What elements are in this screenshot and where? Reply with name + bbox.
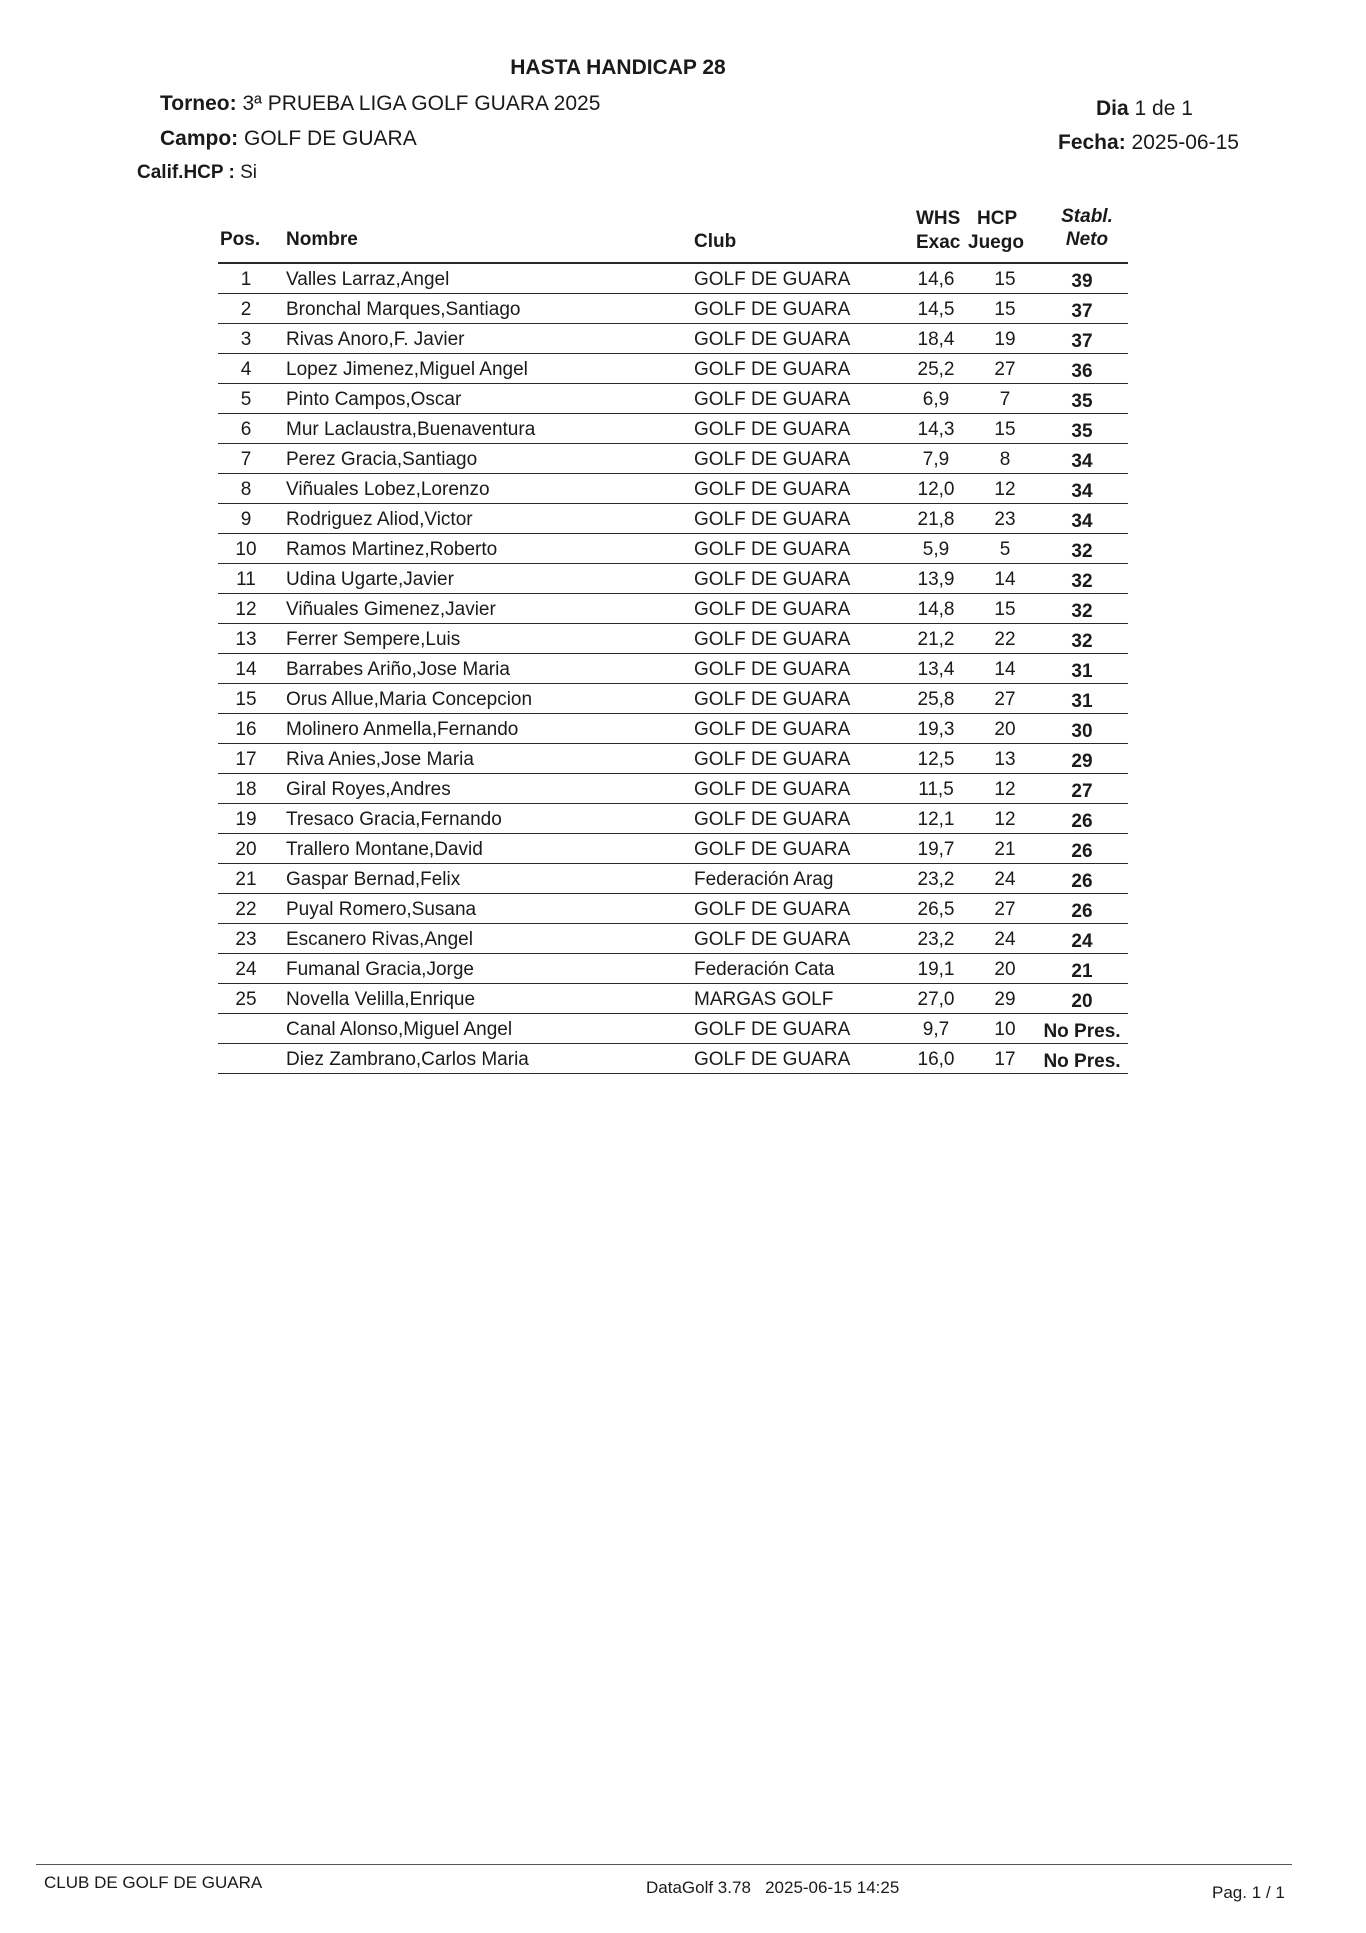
row-nombre: Udina Ugarte,Javier <box>286 569 454 590</box>
row-club: GOLF DE GUARA <box>694 719 851 740</box>
row-nombre: Viñuales Lobez,Lorenzo <box>286 479 490 500</box>
row-whs-exac: 26,5 <box>917 899 955 920</box>
row-hcp-juego: 27 <box>994 689 1016 710</box>
row-nombre: Trallero Montane,David <box>286 839 483 860</box>
table-body <box>218 264 1128 1074</box>
row-hcp-juego: 10 <box>994 1019 1016 1040</box>
row-pos: 22 <box>235 899 257 920</box>
row-whs-exac: 7,9 <box>922 449 950 470</box>
table-row <box>218 864 1128 894</box>
column-header-stabl: Stabl. <box>1061 206 1113 227</box>
row-hcp-juego: 20 <box>994 719 1016 740</box>
row-stabl-neto: 34 <box>1071 511 1093 532</box>
row-stabl-neto: 32 <box>1071 571 1093 592</box>
row-pos: 2 <box>240 299 252 320</box>
row-club: GOLF DE GUARA <box>694 569 851 590</box>
row-stabl-neto: 26 <box>1071 841 1093 862</box>
row-club: GOLF DE GUARA <box>694 779 851 800</box>
table-row <box>218 294 1128 324</box>
row-club: GOLF DE GUARA <box>694 509 851 530</box>
row-hcp-juego: 12 <box>994 479 1016 500</box>
table-row <box>218 984 1128 1014</box>
row-pos: 7 <box>240 449 252 470</box>
row-whs-exac: 5,9 <box>922 539 950 560</box>
campo-value: GOLF DE GUARA <box>244 127 417 150</box>
row-nombre: Pinto Campos,Oscar <box>286 389 462 410</box>
row-nombre: Riva Anies,Jose Maria <box>286 749 474 770</box>
row-stabl-neto: 31 <box>1071 691 1093 712</box>
row-whs-exac: 14,5 <box>917 299 955 320</box>
table-row <box>218 684 1128 714</box>
row-nombre: Fumanal Gracia,Jorge <box>286 959 474 980</box>
row-stabl-neto: 34 <box>1071 481 1093 502</box>
row-whs-exac: 12,0 <box>917 479 955 500</box>
row-stabl-neto: 39 <box>1071 271 1093 292</box>
row-hcp-juego: 15 <box>994 419 1016 440</box>
row-stabl-neto: 27 <box>1071 781 1093 802</box>
row-club: GOLF DE GUARA <box>694 389 851 410</box>
row-hcp-juego: 20 <box>994 959 1016 980</box>
row-club: GOLF DE GUARA <box>694 329 851 350</box>
row-club: GOLF DE GUARA <box>694 479 851 500</box>
row-club: Federación Arag <box>694 869 834 890</box>
row-pos: 9 <box>240 509 252 530</box>
row-stabl-neto: 26 <box>1071 901 1093 922</box>
row-nombre: Rivas Anoro,F. Javier <box>286 329 465 350</box>
row-hcp-juego: 15 <box>994 599 1016 620</box>
row-pos: 1 <box>240 269 252 290</box>
results-table <box>218 203 1128 1074</box>
row-stabl-neto: 29 <box>1071 751 1093 772</box>
footer-club: CLUB DE GOLF DE GUARA <box>44 1873 263 1892</box>
table-header <box>218 203 1128 264</box>
row-hcp-juego: 24 <box>994 869 1016 890</box>
row-pos: 14 <box>235 659 257 680</box>
campo-label: Campo: <box>160 127 239 150</box>
row-hcp-juego: 15 <box>994 299 1016 320</box>
row-whs-exac: 14,3 <box>917 419 955 440</box>
table-row <box>218 834 1128 864</box>
table-row <box>218 1014 1128 1044</box>
column-header-whs: WHS <box>916 208 961 229</box>
row-club: GOLF DE GUARA <box>694 809 851 830</box>
row-pos: 12 <box>235 599 257 620</box>
row-hcp-juego: 27 <box>994 359 1016 380</box>
footer-software <box>646 1878 899 1898</box>
row-nombre: Giral Royes,Andres <box>286 779 451 800</box>
row-club: GOLF DE GUARA <box>694 359 851 380</box>
row-nombre: Escanero Rivas,Angel <box>286 929 473 950</box>
row-whs-exac: 11,5 <box>918 779 954 800</box>
calif-hcp-line <box>137 162 257 184</box>
row-stabl-neto: 34 <box>1071 451 1093 472</box>
table-row <box>218 324 1128 354</box>
column-header-hcp: HCP <box>977 208 1018 229</box>
row-nombre: Perez Gracia,Santiago <box>286 449 478 470</box>
document-title: HASTA HANDICAP 28 <box>510 56 726 79</box>
table-row <box>218 414 1128 444</box>
row-whs-exac: 21,2 <box>917 629 955 650</box>
row-pos: 3 <box>240 329 252 350</box>
row-whs-exac: 13,9 <box>917 569 955 590</box>
row-club: GOLF DE GUARA <box>694 749 851 770</box>
row-stabl-neto: 26 <box>1071 871 1093 892</box>
column-header-club: Club <box>694 231 737 252</box>
row-pos: 11 <box>236 569 256 590</box>
dia-line <box>1096 97 1193 121</box>
row-pos: 20 <box>235 839 257 860</box>
row-hcp-juego: 22 <box>994 629 1016 650</box>
row-whs-exac: 19,3 <box>917 719 955 740</box>
row-whs-exac: 12,5 <box>917 749 955 770</box>
torneo-label: Torneo: <box>160 92 237 115</box>
row-stabl-neto: 36 <box>1071 361 1093 382</box>
row-club: GOLF DE GUARA <box>694 269 851 290</box>
row-stabl-neto: 26 <box>1071 811 1093 832</box>
fecha-line <box>1058 131 1239 155</box>
row-stabl-neto: 32 <box>1071 631 1093 652</box>
row-stabl-neto: No Pres. <box>1043 1021 1121 1042</box>
row-pos: 10 <box>235 539 257 560</box>
row-stabl-neto: 32 <box>1071 601 1093 622</box>
row-hcp-juego: 14 <box>994 659 1016 680</box>
row-pos: 24 <box>235 959 257 980</box>
dia-label: Dia <box>1096 97 1129 120</box>
row-whs-exac: 14,8 <box>917 599 955 620</box>
torneo-value: 3ª PRUEBA LIGA GOLF GUARA 2025 <box>242 92 601 115</box>
table-row <box>218 534 1128 564</box>
table-row <box>218 714 1128 744</box>
table-row <box>218 924 1128 954</box>
table-row <box>218 264 1128 294</box>
footer-page-number: Pag. 1 / 1 <box>1212 1883 1285 1902</box>
row-whs-exac: 13,4 <box>917 659 955 680</box>
row-nombre: Canal Alonso,Miguel Angel <box>286 1019 513 1040</box>
row-stabl-neto: 24 <box>1071 931 1093 952</box>
row-stabl-neto: 31 <box>1071 661 1093 682</box>
row-nombre: Novella Velilla,Enrique <box>286 989 476 1010</box>
row-hcp-juego: 21 <box>994 839 1016 860</box>
row-hcp-juego: 29 <box>994 989 1016 1010</box>
row-club: GOLF DE GUARA <box>694 1019 851 1040</box>
footer-software-version: DataGolf 3.78 <box>646 1878 751 1897</box>
table-row <box>218 804 1128 834</box>
row-nombre: Tresaco Gracia,Fernando <box>286 809 502 830</box>
row-club: GOLF DE GUARA <box>694 599 851 620</box>
row-nombre: Mur Laclaustra,Buenaventura <box>286 419 536 440</box>
table-row <box>218 594 1128 624</box>
row-nombre: Rodriguez Aliod,Victor <box>286 509 473 530</box>
table-row <box>218 354 1128 384</box>
table-row <box>218 564 1128 594</box>
row-club: GOLF DE GUARA <box>694 539 851 560</box>
calif-hcp-value: Si <box>240 162 258 183</box>
row-hcp-juego: 13 <box>994 749 1016 770</box>
row-stabl-neto: 37 <box>1071 331 1093 352</box>
row-club: GOLF DE GUARA <box>694 929 851 950</box>
campo-line <box>160 127 417 151</box>
table-row <box>218 654 1128 684</box>
row-whs-exac: 12,1 <box>917 809 955 830</box>
row-nombre: Gaspar Bernad,Felix <box>286 869 461 890</box>
row-nombre: Puyal Romero,Susana <box>286 899 477 920</box>
table-row <box>218 474 1128 504</box>
row-pos: 13 <box>235 629 257 650</box>
row-club: MARGAS GOLF <box>694 989 834 1010</box>
column-header-neto: Neto <box>1065 229 1109 250</box>
row-club: GOLF DE GUARA <box>694 659 851 680</box>
row-stabl-neto: No Pres. <box>1043 1051 1121 1072</box>
row-nombre: Ferrer Sempere,Luis <box>286 629 461 650</box>
row-hcp-juego: 15 <box>994 269 1016 290</box>
row-whs-exac: 27,0 <box>917 989 955 1010</box>
row-whs-exac: 21,8 <box>917 509 955 530</box>
row-pos: 4 <box>240 359 252 380</box>
row-nombre: Viñuales Gimenez,Javier <box>286 599 496 620</box>
row-pos: 19 <box>235 809 257 830</box>
table-row <box>218 1044 1128 1074</box>
row-whs-exac: 23,2 <box>917 869 955 890</box>
row-hcp-juego: 5 <box>999 539 1011 560</box>
row-pos: 6 <box>240 419 252 440</box>
row-stabl-neto: 37 <box>1071 301 1093 322</box>
footer-divider <box>36 1864 1292 1865</box>
fecha-value: 2025-06-15 <box>1131 131 1239 154</box>
table-row <box>218 624 1128 654</box>
table-row <box>218 744 1128 774</box>
table-row <box>218 444 1128 474</box>
row-whs-exac: 14,6 <box>917 269 955 290</box>
row-club: GOLF DE GUARA <box>694 629 851 650</box>
row-hcp-juego: 17 <box>994 1049 1016 1070</box>
column-header-juego: Juego <box>968 232 1024 253</box>
row-whs-exac: 25,8 <box>917 689 955 710</box>
row-stabl-neto: 21 <box>1071 961 1093 982</box>
row-whs-exac: 25,2 <box>917 359 955 380</box>
row-whs-exac: 19,1 <box>917 959 955 980</box>
row-hcp-juego: 24 <box>994 929 1016 950</box>
table-row <box>218 384 1128 414</box>
table-row <box>218 774 1128 804</box>
column-header-exac: Exac <box>916 232 961 253</box>
row-whs-exac: 23,2 <box>917 929 955 950</box>
row-nombre: Molinero Anmella,Fernando <box>286 719 519 740</box>
footer-timestamp: 2025-06-15 14:25 <box>765 1878 900 1897</box>
row-hcp-juego: 19 <box>994 329 1016 350</box>
row-club: GOLF DE GUARA <box>694 449 851 470</box>
row-nombre: Valles Larraz,Angel <box>286 269 450 290</box>
row-whs-exac: 6,9 <box>922 389 950 410</box>
row-hcp-juego: 8 <box>999 449 1011 470</box>
row-hcp-juego: 12 <box>994 809 1016 830</box>
row-club: GOLF DE GUARA <box>694 839 851 860</box>
row-hcp-juego: 14 <box>994 569 1016 590</box>
row-nombre: Orus Allue,Maria Concepcion <box>286 689 533 710</box>
row-pos: 18 <box>235 779 257 800</box>
row-whs-exac: 16,0 <box>917 1049 955 1070</box>
row-stabl-neto: 35 <box>1071 391 1093 412</box>
row-pos: 23 <box>235 929 257 950</box>
row-nombre: Lopez Jimenez,Miguel Angel <box>286 359 528 380</box>
row-pos: 25 <box>235 989 257 1010</box>
row-pos: 21 <box>235 869 257 890</box>
row-nombre: Diez Zambrano,Carlos Maria <box>286 1049 529 1070</box>
table-row <box>218 894 1128 924</box>
column-header-nombre: Nombre <box>286 229 358 250</box>
calif-hcp-label: Calif.HCP : <box>137 162 235 183</box>
row-pos: 16 <box>235 719 257 740</box>
row-club: GOLF DE GUARA <box>694 899 851 920</box>
row-pos: 5 <box>240 389 252 410</box>
row-stabl-neto: 32 <box>1071 541 1093 562</box>
row-whs-exac: 19,7 <box>917 839 955 860</box>
row-hcp-juego: 7 <box>999 389 1011 410</box>
row-club: Federación Cata <box>694 959 835 980</box>
row-whs-exac: 18,4 <box>917 329 955 350</box>
row-club: GOLF DE GUARA <box>694 689 851 710</box>
row-stabl-neto: 35 <box>1071 421 1093 442</box>
row-pos: 17 <box>235 749 257 770</box>
row-hcp-juego: 12 <box>994 779 1016 800</box>
dia-value: 1 de 1 <box>1134 97 1193 120</box>
row-nombre: Bronchal Marques,Santiago <box>286 299 521 320</box>
table-row <box>218 954 1128 984</box>
row-club: GOLF DE GUARA <box>694 1049 851 1070</box>
row-stabl-neto: 30 <box>1071 721 1093 742</box>
torneo-line <box>160 92 600 116</box>
row-hcp-juego: 23 <box>994 509 1016 530</box>
row-pos: 15 <box>235 689 257 710</box>
table-row <box>218 504 1128 534</box>
row-nombre: Ramos Martinez,Roberto <box>286 539 498 560</box>
row-nombre: Barrabes Ariño,Jose Maria <box>286 659 510 680</box>
row-hcp-juego: 27 <box>994 899 1016 920</box>
row-pos: 8 <box>240 479 252 500</box>
row-whs-exac: 9,7 <box>922 1019 950 1040</box>
row-club: GOLF DE GUARA <box>694 419 851 440</box>
row-club: GOLF DE GUARA <box>694 299 851 320</box>
row-stabl-neto: 20 <box>1071 991 1093 1012</box>
column-header-pos: Pos. <box>220 229 261 250</box>
fecha-label: Fecha: <box>1058 131 1126 154</box>
